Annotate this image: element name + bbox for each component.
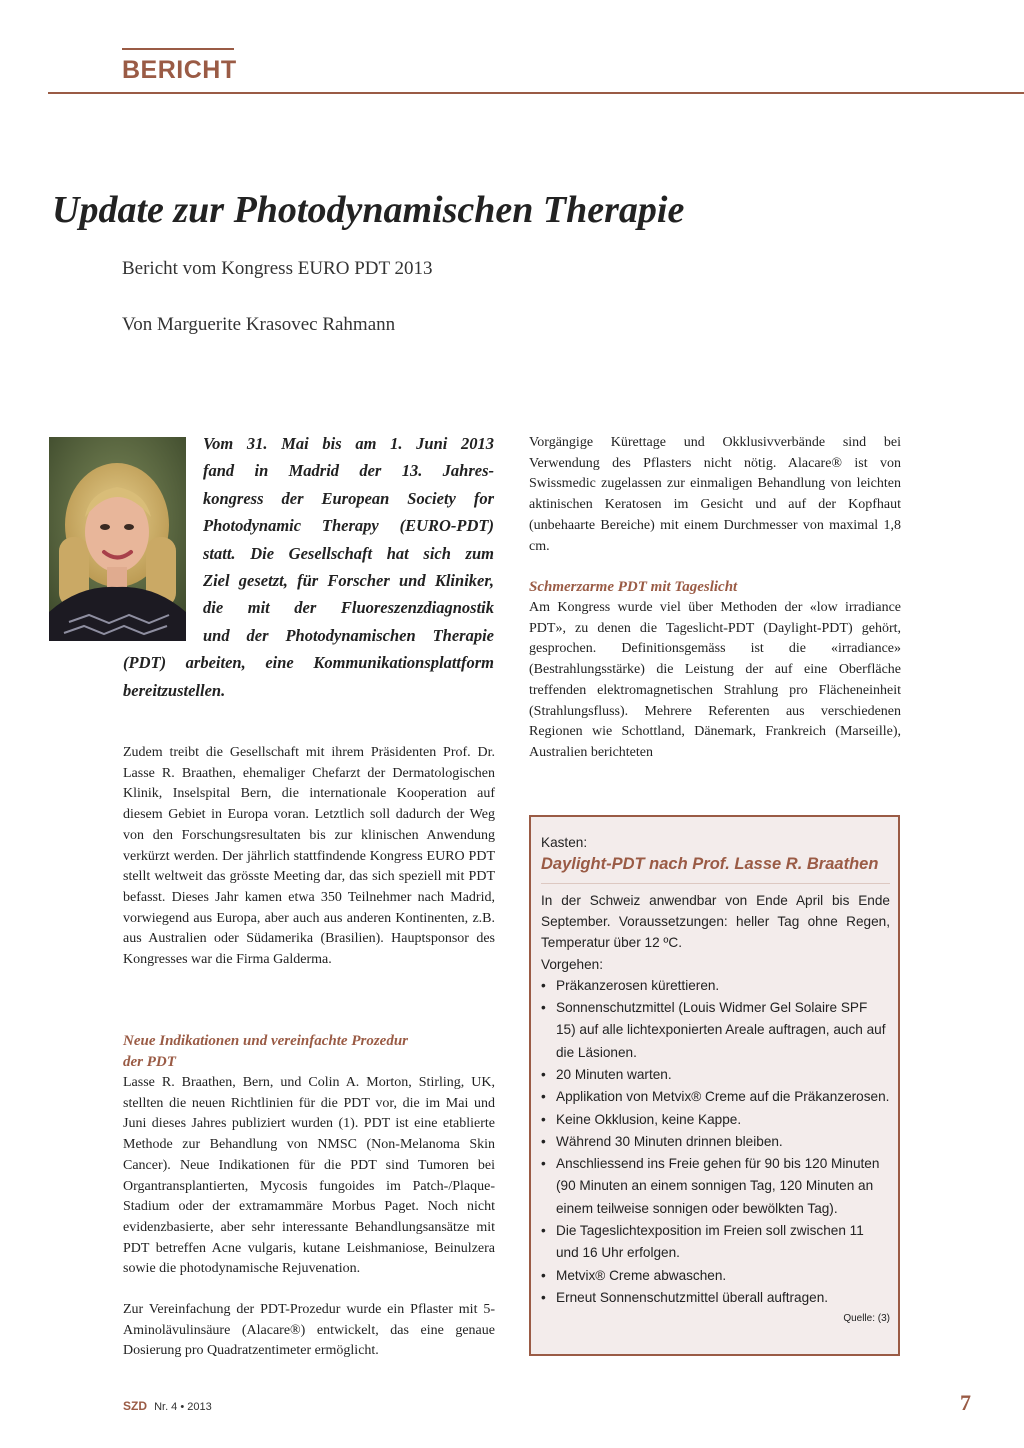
section-label: BERICHT xyxy=(122,56,237,84)
section-rule xyxy=(122,48,234,50)
list-item: • Während 30 Minuten drinnen bleiben. xyxy=(541,1131,890,1153)
header-rule xyxy=(48,92,1024,94)
body-paragraph: Lasse R. Braathen, Bern, und Colin A. Morton, Stirling, UK, stellten die neuen Richtlinien für die PDT vor, die im Mai und Juni dieses Jahres publiziert wurden (1). PDT ist eine etablierte Methode zur Behandlung von NMSC (Non-Melanoma Skin Cancer). Neue Indikationen für die PDT sind Tumoren bei Organtransplantierten, Mycosis fungoides im Patch-/Plaque-Stadium oder der extramammäre Morbus Paget. Noch nicht evidenzbasierte, aber sehr interessante Behandlungsansätze mit PDT betreffen Acne vulgaris, kutane Leishmaniose, Beinulzera sowie die photodynamische Rejuvenation. xyxy=(123,1075,495,1277)
article-subtitle: Bericht vom Kongress EURO PDT 2013 xyxy=(122,258,433,279)
lead-line: kongress der European Society for xyxy=(203,488,494,508)
subheading-line: der PDT xyxy=(123,1053,176,1070)
page-number: 7 xyxy=(960,1390,971,1415)
lead-line: fand in Madrid der 13. Jahres- xyxy=(203,461,494,481)
list-item: • Metvix® Creme abwaschen. xyxy=(541,1265,890,1287)
info-box-source: Quelle: (3) xyxy=(843,1313,890,1325)
info-box-procedure-label: Vorgehen: xyxy=(541,956,603,972)
list-item: • Die Tageslichtexposition im Freien soll zwischen 11 und 16 Uhr erfolgen. xyxy=(541,1220,890,1265)
list-item: • Sonnenschutzmittel (Louis Widmer Gel Solaire SPF 15) auf alle lichtexponierten Areale auftragen, auch auf die Läsionen. xyxy=(541,997,890,1064)
lead-line: die mit der Fluoreszenzdiagnostik xyxy=(203,598,494,618)
list-item: • Keine Okklusion, keine Kappe. xyxy=(541,1109,890,1131)
lead-line: Ziel gesetzt, für Forscher und Kliniker, xyxy=(203,571,494,590)
subheading-new-indications xyxy=(123,1031,503,1072)
list-item: • Applikation von Metvix® Creme auf die Präkanzerosen. xyxy=(541,1086,890,1108)
list-item: • 20 Minuten warten. xyxy=(541,1064,890,1086)
info-box-steps xyxy=(541,975,890,1309)
body-paragraph: Zudem treibt die Gesellschaft mit ihrem Präsidenten Prof. Dr. Lasse R. Braathen, ehemaliger Chefarzt der Dermatologischen Klinik, Inselspital Bern, die internationale Kooperation auf diesem Gebiet in Europa voran. Letztlich soll dadurch der Weg von den Forschungsresultaten bis zur klinischen Anwendung verkürzt werden. Der jährlich stattfindende Kongress EURO PDT stellt weltweit das grösste Meeting dar, das sich speziell mit PDT befasst. Dieses Jahr kamen etwa 350 Teilnehmer nach Madrid, vorwiegend aus Europa, aber auch aus anderen Kontinenten, z.B. aus Australien oder Südamerika (Brasilien). Hauptsponsor des Kongresses war die Firma Galderma. xyxy=(123,745,495,968)
lead-line: Photodynamic Therapy (EURO-PDT) xyxy=(203,516,494,536)
footer-journal xyxy=(123,1399,212,1413)
info-box-title: Daylight-PDT nach Prof. Lasse R. Braathen xyxy=(541,855,879,873)
body-paragraph: Vorgängige Kürettage und Okklusivverbände sind bei Verwendung des Pflasters nicht nötig. Alacare® ist von Swissmedic zugelassen zur einmaligen Behandlung von leichten aktinischen Keratosen im Gesicht und auf der Kopfhaut (unbehaarte Bereiche) mit einem Durchmesser von maximal 1,8 cm. xyxy=(529,435,901,554)
body-paragraph: Am Kongress wurde viel über Methoden der «low irradiance PDT», zu denen die Tageslicht-PDT (Daylight-PDT) gehört, gesprochen. Definitionsgemäss ist die «irradiance» (Bestrahlungsstärke) die Leistung der auf eine Oberfläche treffenden elektromagnetischen Strahlung pro Flächeneinheit (Strahlungsfluss). Mehrere Referenten aus verschiedenen Regionen wie Schottland, Dänemark, Frankreich (Marseille), Australien berichteten xyxy=(529,600,901,760)
info-box-intro: In der Schweiz anwendbar von Ende April bis Ende September. Voraussetzungen: heller Tag ohne Regen, Temperatur über 12 ºC. xyxy=(541,893,890,951)
author-photo xyxy=(49,437,186,641)
lead-line: (PDT) arbeiten, eine Kommunikationsplattform xyxy=(123,653,494,673)
subheading-line: Neue Indikationen und vereinfachte Prozedur xyxy=(123,1033,409,1049)
article-byline: Von Marguerite Krasovec Rahmann xyxy=(122,314,396,335)
lead-line: bereitzustellen. xyxy=(123,680,226,700)
lead-line: und der Photodynamischen Therapie xyxy=(203,625,494,645)
author-portrait-image xyxy=(49,437,186,641)
info-box-divider xyxy=(541,883,890,884)
subheading-daylight-pdt: Schmerzarme PDT mit Tageslicht xyxy=(529,579,738,595)
info-box xyxy=(529,815,900,1356)
list-item: • Erneut Sonnenschutzmittel überall auftragen. xyxy=(541,1287,890,1309)
list-item: • Anschliessend ins Freie gehen für 90 bis 120 Minuten (90 Minuten an einem sonnigen Tag, 120 Minuten an einem teilweise sonnigen oder bewölkten Tag). xyxy=(541,1153,890,1220)
body-paragraph: Zur Vereinfachung der PDT-Prozedur wurde ein Pflaster mit 5-Aminolävulinsäure (Alacare®) entwickelt, das eine genaue Dosierung pro Quadratzentimeter ermöglicht. xyxy=(123,1302,495,1359)
journal-logo: SZD xyxy=(123,1399,147,1413)
lead-line: statt. Die Gesellschaft hat sich zum xyxy=(203,543,494,563)
list-item: • Präkanzerosen kürettieren. xyxy=(541,975,890,997)
journal-issue: Nr. 4 • 2013 xyxy=(154,1401,212,1413)
lead-line: Vom 31. Mai bis am 1. Juni 2013 xyxy=(203,434,494,453)
info-box-kicker: Kasten: xyxy=(541,835,588,850)
article-title: Update zur Photodynamischen Therapie xyxy=(52,189,685,231)
info-box-content xyxy=(541,833,890,1324)
